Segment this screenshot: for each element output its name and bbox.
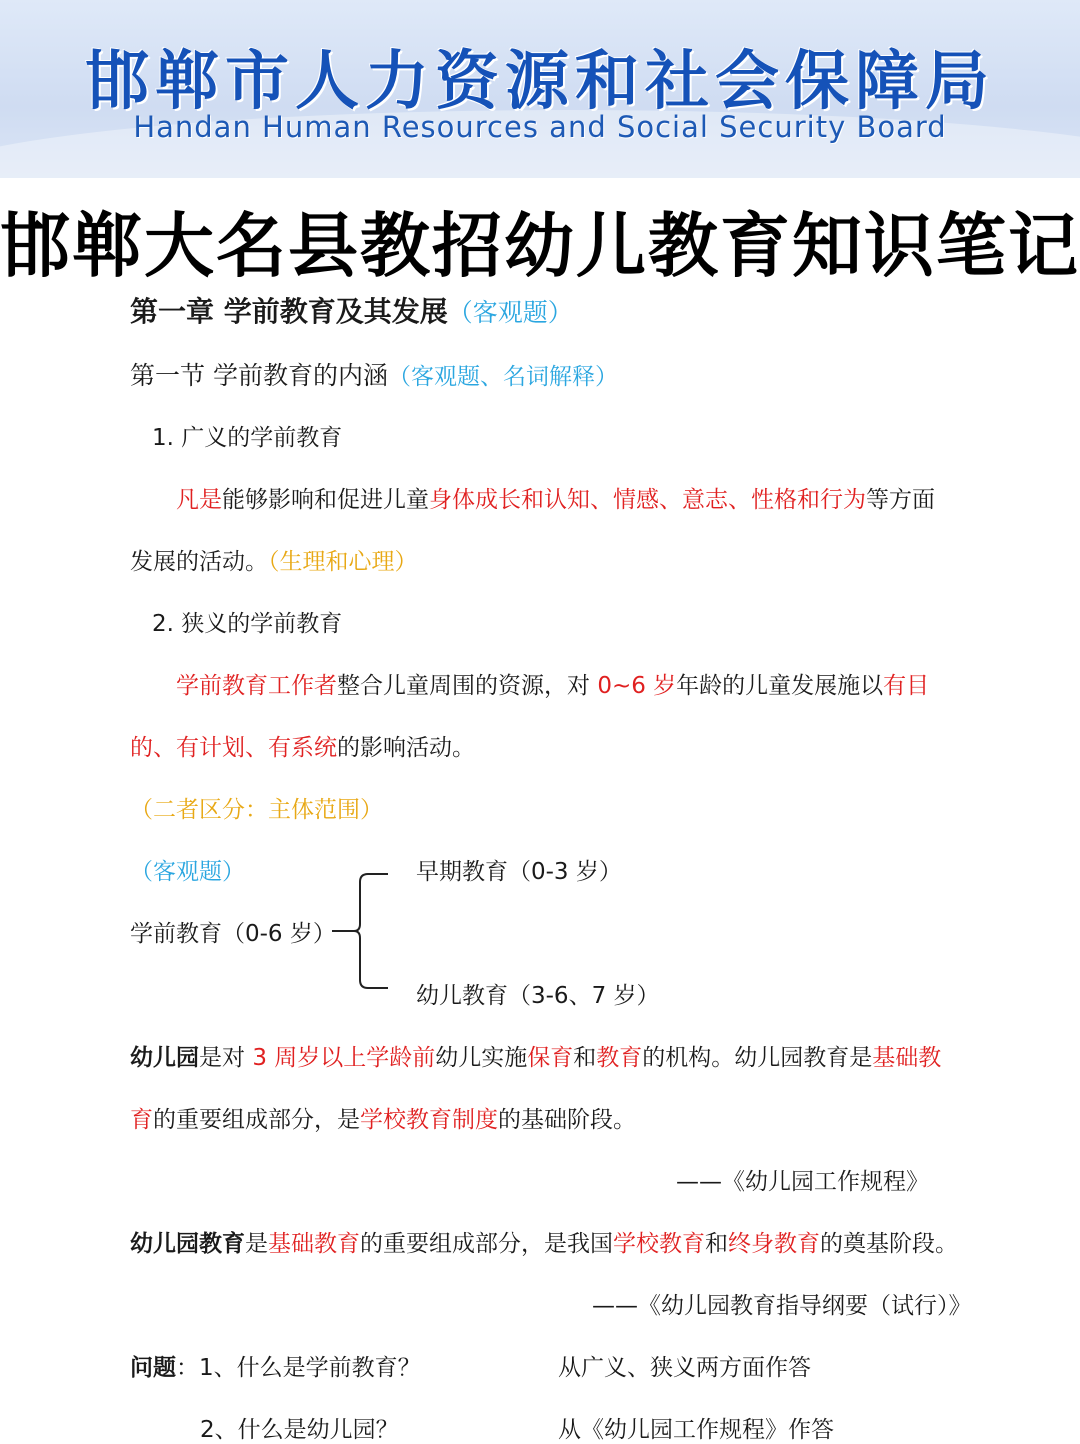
answer-1: 从广义、狭义两方面作答 (558, 1355, 811, 1381)
questions-colon: ： (176, 1355, 199, 1381)
section-tag: （客观题、名词解释） (387, 364, 618, 390)
header-banner (0, 0, 1080, 178)
p4-h: 的奠基阶段。 (820, 1231, 958, 1257)
diagram-root: 学前教育（0-6 岁） (130, 921, 336, 947)
questions-label: 问题 (130, 1355, 176, 1381)
p2-a: 学前教育工作者 (176, 673, 337, 699)
answer-2: 从《幼儿园工作规程》作答 (558, 1417, 834, 1443)
p3-i: 基础教 (872, 1045, 942, 1071)
p4-b: 是 (245, 1231, 268, 1257)
page-title: 邯郸大名县教招幼儿教育知识笔记 (0, 205, 1080, 287)
p3-j: 育 (130, 1107, 153, 1133)
p3-a: 幼儿园 (130, 1045, 199, 1071)
banner-title-en: Handan Human Resources and Social Security Board (133, 110, 947, 144)
p3-k: 的重要组成部分，是 (153, 1107, 360, 1133)
section-text: 第一节 学前教育的内涵 (130, 361, 388, 390)
p4-g: 终身教育 (728, 1231, 820, 1257)
diagram-branch-kindergarten: 幼儿教育（3-6、7 岁） (416, 983, 660, 1009)
p4-d: 的重要组成部分，是我国 (360, 1231, 613, 1257)
p3-g: 教育 (596, 1045, 643, 1071)
item2-heading: 2. 狭义的学前教育 (152, 611, 343, 637)
p3-b: 是对 (199, 1045, 253, 1071)
p1-a: 凡是 (176, 487, 222, 513)
p2-e: 有目 (883, 673, 930, 699)
chapter-heading (130, 290, 573, 330)
p1-f: （生理和心理） (268, 549, 418, 575)
p3-h: 的机构。幼儿园教育是 (642, 1045, 873, 1071)
p2-d: 年龄的儿童发展施以 (676, 673, 884, 699)
note-difference: （二者区分：主体范围） (130, 797, 383, 823)
p2-c: 0~6 岁 (597, 673, 677, 699)
p3-line1 (130, 1039, 941, 1072)
p2-b: 整合儿童周围的资源，对 (337, 673, 598, 699)
p3-source: ——《幼儿园工作规程》 (676, 1169, 929, 1195)
p2-line1 (176, 667, 929, 700)
p3-e: 保育 (527, 1045, 574, 1071)
question-2: 2、什么是幼儿园？ (200, 1417, 399, 1443)
p4-e: 学校教育 (613, 1231, 705, 1257)
p4-a: 幼儿园教育 (130, 1231, 245, 1257)
p1-d: 等方面 (866, 487, 935, 513)
p3-m: 的基础阶段。 (498, 1107, 636, 1133)
p1-line2 (130, 543, 418, 576)
question-1 (130, 1349, 421, 1382)
item1-heading: 1. 广义的学前教育 (152, 425, 343, 451)
p4-source: ——《幼儿园教育指导纲要（试行）》 (592, 1293, 972, 1319)
p4-line1 (130, 1225, 958, 1258)
p3-d: 幼儿实施 (435, 1045, 528, 1071)
p3-l: 学校教育制度 (360, 1107, 498, 1133)
section-heading (130, 356, 618, 392)
diagram-branch-early: 早期教育（0-3 岁） (416, 859, 622, 885)
p1-c: 身体成长和认知、情感、意志、性格和行为 (429, 487, 866, 513)
p1-e: 发展的活动。 (130, 549, 268, 575)
chapter-text: 第一章 学前教育及其发展 (130, 295, 448, 328)
p2-g: 的影响活动。 (337, 735, 475, 761)
p1-line1 (176, 481, 935, 514)
p3-c: 3 周岁以上学龄前 (252, 1045, 436, 1071)
question-1-text: 1、什么是学前教育？ (199, 1355, 421, 1381)
p2-line2 (130, 729, 475, 762)
banner-title-cn: 邯郸市人力资源和社会保障局 (85, 44, 995, 119)
p3-f: 和 (573, 1045, 597, 1071)
chapter-tag: （客观题） (447, 298, 573, 327)
p3-line2 (130, 1101, 636, 1134)
p4-f: 和 (705, 1231, 728, 1257)
brace-connector (332, 870, 392, 992)
p1-b: 能够影响和促进儿童 (222, 487, 429, 513)
p4-c: 基础教育 (268, 1231, 360, 1257)
diagram-tag: （客观题） (130, 859, 245, 885)
p2-f: 的、有计划、有系统 (130, 735, 337, 761)
